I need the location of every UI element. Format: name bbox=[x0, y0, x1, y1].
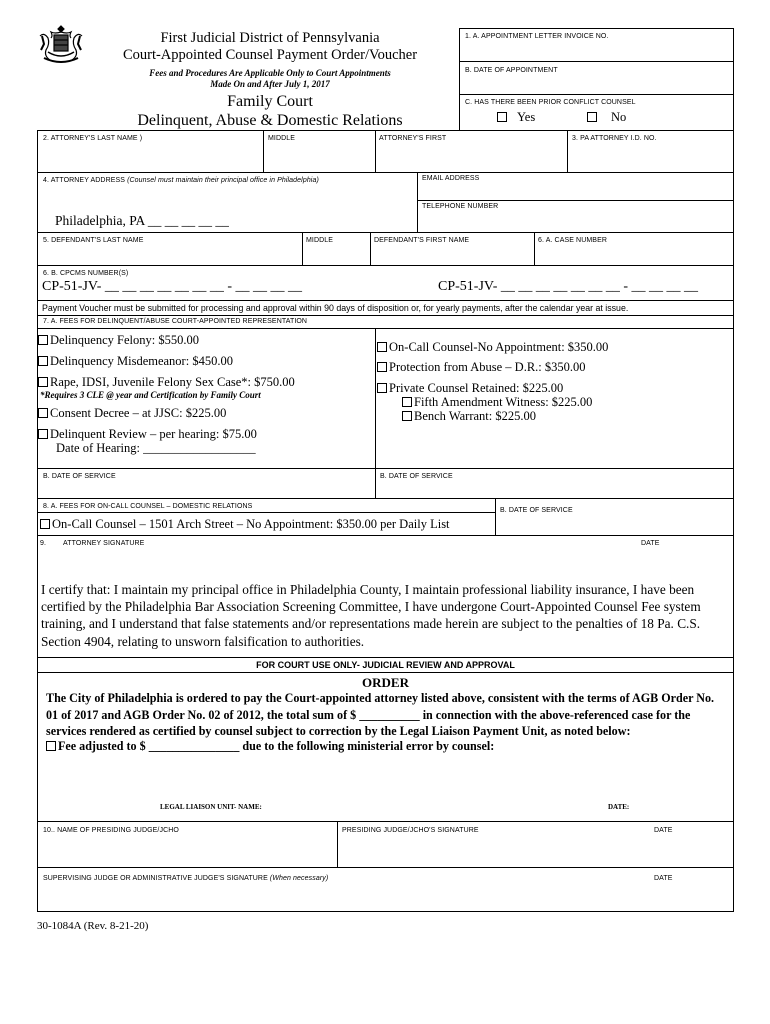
consent-decree-option[interactable]: Consent Decree – at JJSC: $225.00 bbox=[38, 406, 226, 421]
email-address-field[interactable] bbox=[419, 184, 731, 198]
rape-idsi-option[interactable]: Rape, IDSI, Juvenile Felony Sex Case*: $750.00 bbox=[38, 375, 295, 390]
voucher-deadline-notice: Payment Voucher must be submitted for processing and approval within 90 days of disposition or, for yearly payments, after the calendar year at issue. bbox=[42, 303, 629, 313]
telephone-number-label: TELEPHONE NUMBER bbox=[422, 203, 499, 210]
on-call-counsel-option[interactable]: On-Call Counsel-No Appointment: $350.00 bbox=[377, 340, 608, 355]
attorney-middle-field[interactable] bbox=[265, 145, 373, 170]
domestic-date-of-service-label: B. DATE OF SERVICE bbox=[500, 507, 573, 514]
invoice-number-label: 1. A. APPOINTMENT LETTER INVOICE NO. bbox=[465, 33, 609, 40]
presiding-judge-name-field[interactable] bbox=[39, 837, 335, 865]
date-of-service-label-left: B. DATE OF SERVICE bbox=[43, 473, 116, 480]
attorney-city-zip[interactable]: Philadelphia, PA __ __ __ __ __ bbox=[55, 213, 229, 228]
order-title: ORDER bbox=[362, 675, 409, 690]
delinquency-misdemeanor-checkbox[interactable] bbox=[38, 356, 48, 366]
signature-item-number: 9. bbox=[40, 540, 47, 547]
protection-from-abuse-checkbox[interactable] bbox=[377, 362, 387, 372]
private-counsel-option[interactable]: Private Counsel Retained: $225.00 bbox=[377, 381, 563, 396]
hearing-date-field[interactable]: Date of Hearing: __________________ bbox=[56, 441, 256, 455]
date-of-service-label-right: B. DATE OF SERVICE bbox=[380, 473, 453, 480]
form-title-line1: First Judicial District of Pennsylvania bbox=[160, 30, 380, 46]
invoice-number-field[interactable] bbox=[461, 42, 731, 59]
appointment-date-label: B. DATE OF APPOINTMENT bbox=[465, 67, 558, 74]
date-of-service-field-left[interactable] bbox=[39, 482, 373, 496]
bench-warrant-option[interactable]: Bench Warrant: $225.00 bbox=[402, 409, 536, 424]
delinquent-review-option[interactable]: Delinquent Review – per hearing: $75.00 bbox=[38, 427, 257, 442]
on-call-arch-street-checkbox[interactable] bbox=[40, 519, 50, 529]
applicability-note: Fees and Procedures Are Applicable Only to Court Appointments bbox=[149, 68, 391, 78]
appointment-date-field[interactable] bbox=[461, 76, 731, 92]
case-number-field[interactable] bbox=[536, 246, 731, 263]
cpcms-number-field-1[interactable]: CP-51-JV- __ __ __ __ __ __ __ - __ __ __ __ bbox=[42, 279, 303, 294]
telephone-number-field[interactable] bbox=[419, 212, 731, 230]
supervising-judge-date-label: DATE bbox=[654, 875, 673, 882]
effective-date-note: Made On and After July 1, 2017 bbox=[210, 79, 330, 89]
delinquency-felony-option[interactable]: Delinquency Felony: $550.00 bbox=[38, 333, 199, 348]
presiding-judge-signature-field[interactable] bbox=[339, 837, 731, 865]
presiding-judge-name-label: 10.. NAME OF PRESIDING JUDGE/JCHO bbox=[43, 827, 179, 834]
attorney-last-name-label: 2. ATTORNEY'S LAST NAME ) bbox=[43, 135, 143, 142]
attorney-address-field[interactable] bbox=[39, 187, 415, 207]
rape-idsi-checkbox[interactable] bbox=[38, 377, 48, 387]
delinquent-review-checkbox[interactable] bbox=[38, 429, 48, 439]
form-title-line2: Court-Appointed Counsel Payment Order/Voucher bbox=[122, 47, 418, 63]
presiding-judge-date-label: DATE bbox=[654, 827, 673, 834]
pa-attorney-id-field[interactable] bbox=[569, 145, 731, 170]
defendant-first-name-field[interactable] bbox=[372, 246, 532, 263]
signature-date-label: DATE bbox=[641, 540, 660, 547]
domestic-relations-fees-label: 8. A. FEES FOR ON-CALL COUNSEL – DOMESTIC RELATIONS bbox=[43, 503, 253, 510]
private-counsel-checkbox[interactable] bbox=[377, 383, 387, 393]
consent-decree-checkbox[interactable] bbox=[38, 408, 48, 418]
attorney-first-field[interactable] bbox=[377, 145, 565, 170]
form-revision-number: 30-1084A (Rev. 8-21-20) bbox=[37, 920, 149, 932]
legal-liaison-name-label: LEGAL LIAISON UNIT- NAME: bbox=[160, 803, 262, 811]
signature-date-field[interactable] bbox=[636, 549, 731, 577]
yes-checkbox[interactable] bbox=[497, 112, 507, 122]
fifth-amendment-checkbox[interactable] bbox=[402, 397, 412, 407]
court-name: Family Court bbox=[227, 93, 313, 110]
fee-adjusted-checkbox[interactable] bbox=[46, 741, 56, 751]
protection-from-abuse-option[interactable]: Protection from Abuse – D.R.: $350.00 bbox=[377, 360, 586, 375]
email-address-label: EMAIL ADDRESS bbox=[422, 175, 480, 182]
pennsylvania-seal-icon bbox=[34, 22, 88, 66]
pa-attorney-id-label: 3. PA ATTORNEY I.D. NO. bbox=[572, 135, 657, 142]
legal-liaison-date-label: DATE: bbox=[608, 803, 630, 811]
attorney-signature-label: ATTORNEY SIGNATURE bbox=[63, 540, 145, 547]
defendant-last-name-label: 5. DEFENDANT'S LAST NAME bbox=[43, 237, 144, 244]
attorney-signature-field[interactable] bbox=[39, 549, 629, 577]
presiding-judge-signature-label: PRESIDING JUDGE/JCHO'S SIGNATURE bbox=[342, 827, 479, 834]
defendant-last-name-field[interactable] bbox=[39, 246, 300, 263]
defendant-middle-field[interactable] bbox=[304, 246, 368, 263]
domestic-date-of-service-field[interactable] bbox=[497, 516, 731, 533]
supervising-judge-signature-field[interactable] bbox=[39, 885, 731, 909]
delinquent-fees-section-label: 7. A. FEES FOR DELINQUENT/ABUSE COURT-APPOINTED REPRESENTATION bbox=[43, 318, 308, 325]
cle-requirement-note: *Requires 3 CLE @ year and Certification by Family Court bbox=[40, 390, 261, 400]
attorney-last-name-field[interactable] bbox=[39, 145, 261, 170]
defendant-first-name-label: DEFENDANT'S FIRST NAME bbox=[374, 237, 470, 244]
cpcms-number-label: 6. B. CPCMS NUMBER(S) bbox=[43, 270, 129, 277]
delinquency-felony-checkbox[interactable] bbox=[38, 335, 48, 345]
certification-statement: I certify that: I maintain my principal office in Philadelphia County, I maintain professional liability insurance, I have been certified by the Philadelphia Bar Association Screening Committee, I have undergone Court-Appointed Counsel Fee system training, and I understand that false statements and/or representations made herein are subject to the penalties of 18 Pa. C.S. Section 4904, relating to unsworn falsification to authorities. bbox=[41, 582, 701, 649]
defendant-middle-label: MIDDLE bbox=[306, 237, 334, 244]
fee-adjusted-option[interactable]: Fee adjusted to $ _______________ due to the following ministerial error by counsel: bbox=[46, 739, 494, 754]
attorney-middle-label: MIDDLE bbox=[268, 135, 296, 142]
court-use-only-header: FOR COURT USE ONLY- JUDICIAL REVIEW AND APPROVAL bbox=[256, 660, 515, 670]
date-of-service-field-right[interactable] bbox=[377, 482, 731, 496]
on-call-arch-street-option[interactable]: On-Call Counsel – 1501 Arch Street – No Appointment: $350.00 per Daily List bbox=[40, 517, 450, 532]
supervising-judge-signature-label: SUPERVISING JUDGE OR ADMINISTRATIVE JUDGE'S SIGNATURE (When necessary) bbox=[43, 875, 329, 882]
conflict-no-option[interactable]: No bbox=[587, 110, 626, 125]
no-checkbox[interactable] bbox=[587, 112, 597, 122]
conflict-counsel-label: C. HAS THERE BEEN PRIOR CONFLICT COUNSEL bbox=[465, 99, 636, 106]
on-call-counsel-checkbox[interactable] bbox=[377, 342, 387, 352]
cpcms-number-field-2[interactable]: CP-51-JV- __ __ __ __ __ __ __ - __ __ __ __ bbox=[438, 279, 699, 294]
bench-warrant-checkbox[interactable] bbox=[402, 411, 412, 421]
attorney-first-label: ATTORNEY'S FIRST bbox=[379, 135, 447, 142]
division-name: Delinquent, Abuse & Domestic Relations bbox=[137, 112, 403, 129]
order-text: The City of Philadelphia is ordered to pay the Court-appointed attorney listed above, consistent with the terms of AGB Order No. 01 of 2017 and AGB Order No. 02 of 2012, the total sum of $ __________ in connection with the above-referenced case for the services rendered as certified by counsel subject to correction by the Legal Liaison Payment Unit, as noted below: bbox=[46, 691, 715, 738]
attorney-address-label: 4. ATTORNEY ADDRESS (Counsel must maintain their principal office in Philadelphia) bbox=[43, 177, 319, 184]
conflict-yes-option[interactable]: Yes bbox=[497, 110, 535, 125]
case-number-label: 6. A. CASE NUMBER bbox=[538, 237, 607, 244]
delinquency-misdemeanor-option[interactable]: Delinquency Misdemeanor: $450.00 bbox=[38, 354, 233, 369]
fifth-amendment-option[interactable]: Fifth Amendment Witness: $225.00 bbox=[402, 395, 592, 410]
